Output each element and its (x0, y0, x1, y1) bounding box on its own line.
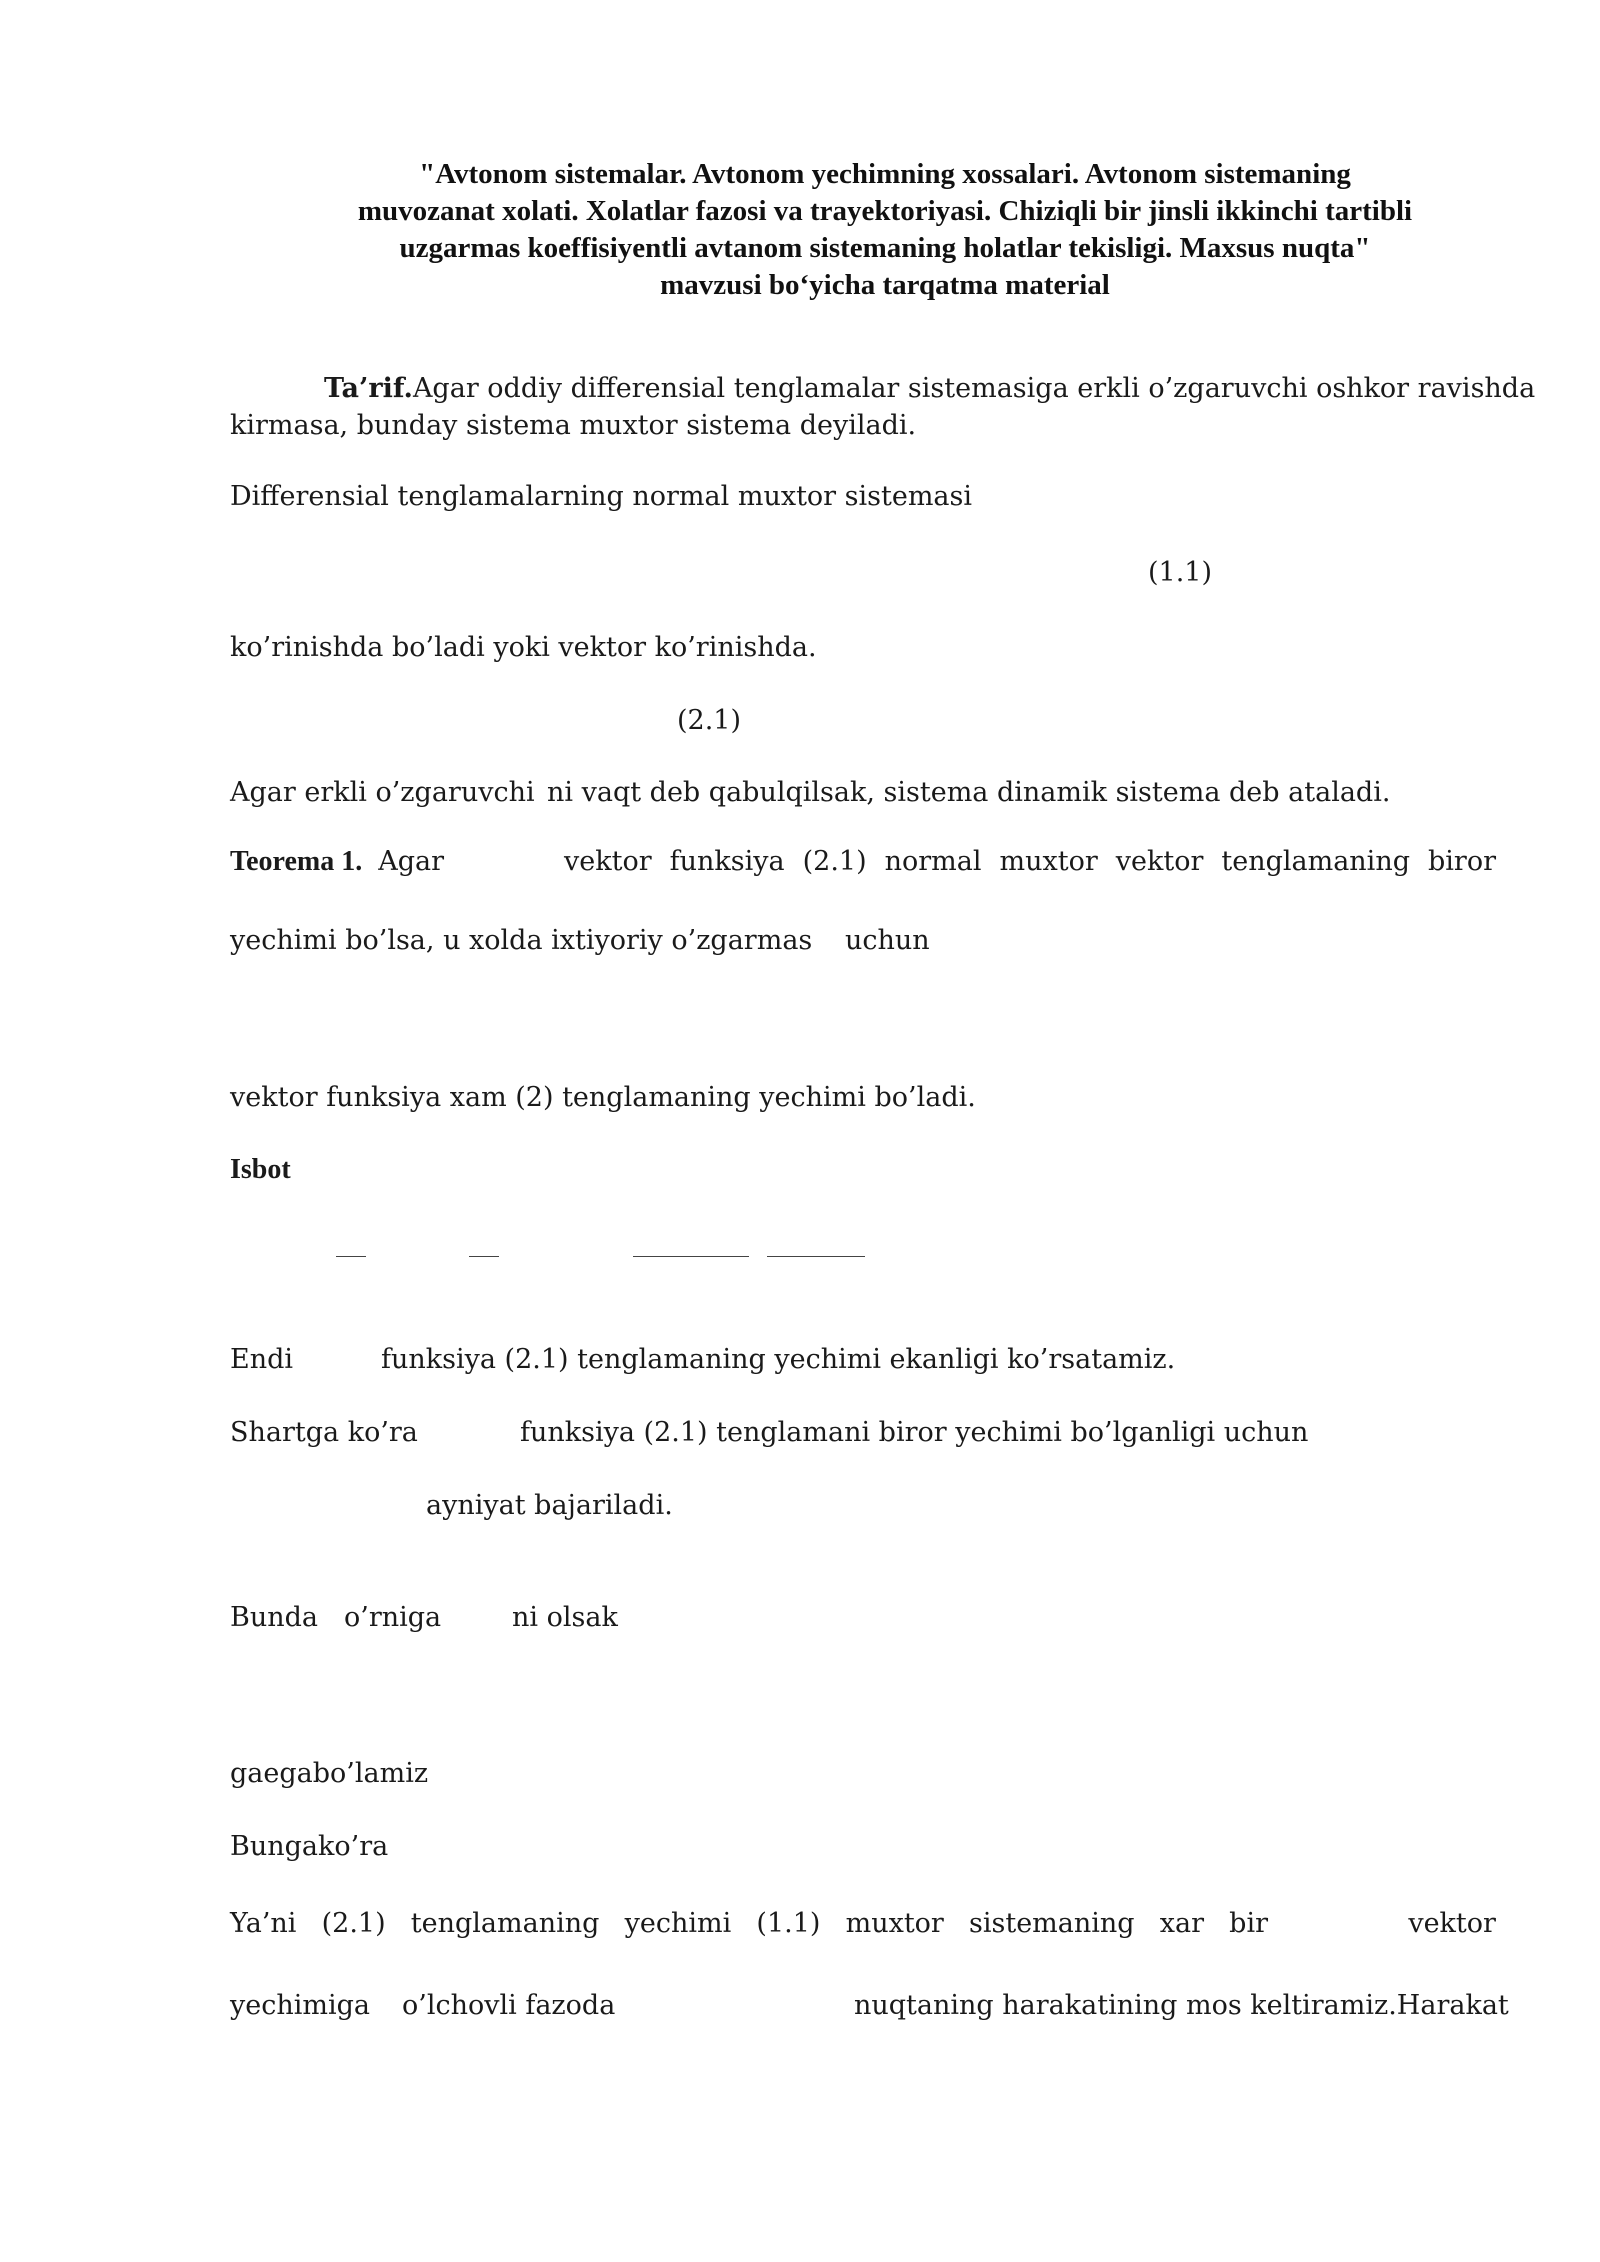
conclusion-word: Ya’ni (230, 1908, 297, 1939)
proof-orniga: o’rniga (344, 1602, 442, 1633)
definition-label: Ta’rif. (324, 373, 413, 404)
formula-gap (1293, 1906, 1383, 1942)
theorem-start (230, 844, 444, 880)
definition-line-1 (324, 371, 1535, 407)
theorem-label: Teorema 1. (230, 846, 363, 877)
fraction-bar (469, 1256, 499, 1257)
formula-gap (462, 844, 546, 880)
theorem-word: funksiya (669, 846, 785, 877)
theorem-line-1 (230, 844, 1496, 880)
paragraph-dynamic-a: Agar erkli o’zgaruvchi (230, 777, 535, 808)
theorem-word: normal (884, 846, 982, 877)
title-line-4: mavzusi bo‘yicha tarqatma material (660, 269, 1110, 301)
conclusion-word: xar (1159, 1908, 1204, 1939)
paragraph-vector-form: ko’rinishda bo’ladi yoki vektor ko’rinishda. (230, 632, 817, 663)
equation-number-2-1: (2.1) (677, 705, 742, 736)
definition-line-2: kirmasa, bunday sistema muxtor sistema deyiladi. (230, 410, 917, 441)
theorem-line-3: vektor funksiya xam (2) tenglamaning yechimi bo’ladi. (230, 1082, 976, 1113)
proof-bunda: Bunda (230, 1602, 319, 1633)
theorem-word: muxtor (999, 846, 1098, 877)
conclusion-line-2b: o’lchovli fazoda (402, 1990, 616, 2021)
proof-endi-rest: funksiya (2.1) tenglamaning yechimi ekanligi ko’rsatamiz. (381, 1344, 1176, 1375)
paragraph-dynamic-b: ni vaqt deb qabulqilsak, sistema dinamik sistema deb ataladi. (547, 777, 1391, 808)
conclusion-word: muxtor (845, 1908, 944, 1939)
theorem-word: tenglamaning (1221, 846, 1410, 877)
theorem-word: vektor (564, 846, 652, 877)
definition-text-1: Agar oddiy differensial tenglamalar sistemasiga erkli o’zgaruvchi oshkor ravishda (412, 373, 1536, 404)
proof-shart: Shartga ko’ra (230, 1417, 418, 1448)
conclusion-word: sistemaning (969, 1908, 1135, 1939)
theorem-word: biror (1428, 846, 1496, 877)
conclusion-line-1 (230, 1906, 1496, 1942)
paragraph-normal-system: Differensial tenglamalarning normal muxtor sistemasi (230, 481, 973, 512)
fraction-bar (767, 1256, 865, 1257)
theorem-line-2b: uchun (845, 925, 930, 956)
proof-ayniyat: ayniyat bajariladi. (426, 1490, 673, 1521)
proof-bunga: Bungako’ra (230, 1831, 389, 1862)
theorem-line-2a: yechimi bo’lsa, u xolda ixtiyoriy o’zgarmas (230, 925, 813, 956)
theorem-word: Agar (378, 846, 445, 877)
conclusion-word: yechimi (624, 1908, 732, 1939)
conclusion-line-2c: nuqtaning harakatining mos keltiramiz.Harakat (854, 1990, 1509, 2021)
theorem-word: vektor (1115, 846, 1204, 877)
conclusion-word: (1.1) (756, 1908, 821, 1939)
title-line-2: muvozanat xolati. Xolatlar fazosi va trayektoriyasi. Chiziqli bir jinsli ikkinchi tartibli (357, 195, 1413, 227)
proof-niolsak: ni olsak (512, 1602, 618, 1633)
title-line-3: uzgarmas koeffisiyentli avtanom sistemaning holatlar tekisligi. Maxsus nuqta" (399, 232, 1371, 264)
conclusion-line-2a: yechimiga (230, 1990, 370, 2021)
conclusion-word: bir (1229, 1908, 1268, 1939)
proof-gaega: gaegabo’lamiz (230, 1758, 429, 1789)
conclusion-word: (2.1) (321, 1908, 386, 1939)
equation-number-1-1: (1.1) (1148, 557, 1213, 588)
conclusion-word: tenglamaning (410, 1908, 600, 1939)
proof-label: Isbot (230, 1154, 291, 1185)
conclusion-word: vektor (1408, 1908, 1496, 1939)
title-line-1: "Avtonom sistemalar. Avtonom yechimning xossalari. Avtonom sistemaning (419, 158, 1351, 190)
proof-shart-rest: funksiya (2.1) tenglamani biror yechimi bo’lganligi uchun (520, 1417, 1309, 1448)
proof-endi: Endi (230, 1344, 294, 1375)
fraction-bar (336, 1256, 366, 1257)
fraction-bar (633, 1256, 749, 1257)
document-title (230, 156, 1540, 304)
theorem-word: (2.1) (802, 846, 867, 877)
